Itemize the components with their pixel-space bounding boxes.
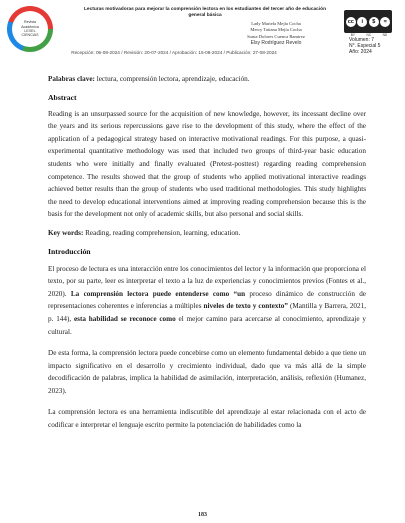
volume: Volumen: 7	[349, 37, 375, 43]
year: Año: 2024	[349, 48, 372, 55]
page-number: 183	[198, 512, 207, 518]
logo-word-3: LEXEL	[24, 29, 36, 33]
p1-part-d: niveles de texto y contexto”	[203, 302, 288, 311]
p1-part-f: esta habilidad se reconoce como	[73, 314, 176, 323]
journal-logo	[7, 6, 53, 52]
keywords-es-label: Palabras clave:	[48, 75, 95, 83]
author-list	[226, 21, 326, 47]
cc-by-label: BY	[350, 33, 356, 37]
abstract-text: Reading is an unsurpassed source for the acquisition of new knowledge, however, its incessant decline over the years and its serious repercussions gave rise to the development of this study, where the effect of the application of a pedagogical strategy based on interactive motivational readings. For this purpose, a quasi-experimental quantitative methodology was used that included two groups of third-year basic education students who were initially and finally evaluated (Pretest-posttest) regarding reading comprehension competence. The results showed that the group of students who applied motivational interactive readings achieved better results than the group of students who used traditional methodologies. This study highlights the need to develop educational interventions aimed at improving reading comprehension because this is the basis for the development not only of academic skills, but also personal and social skills.	[48, 109, 366, 219]
noncommercial-icon: $	[369, 17, 379, 27]
publication-dates: Recepción: 06-08-2024 / Revisión: 20-07-2024 / Aprobación: 15-08-2024 / Publicación: 27-08-2024	[71, 50, 277, 55]
abstract-heading: Abstract	[48, 92, 77, 102]
keywords-en-label: Key words:	[48, 228, 84, 237]
journal-logo-inner	[12, 11, 48, 47]
cc-icon: cc	[347, 18, 354, 25]
noderivatives-icon: =	[380, 17, 390, 27]
p1-part-b: La comprensión lectora puede entenderse como “un	[70, 289, 246, 298]
logo-word-1: Revista	[24, 20, 36, 25]
cc-license-badge[interactable]	[344, 10, 392, 33]
logo-word-4: CIENCIAS	[21, 33, 39, 38]
logo-word-2: Académica	[21, 24, 39, 29]
intro-paragraph-1	[48, 263, 366, 339]
intro-paragraph-3: La comprensión lectora es una herramienta indiscutible del aprendizaje al estar relacionada con el acto de codificar e interpretar el lenguaje escrito permite la potenciación de habilidades como la	[48, 408, 366, 430]
keywords-es	[48, 73, 366, 86]
issue-number: N°. Especial 5	[349, 42, 381, 49]
running-title: Lecturas motivadoras para mejorar la comprensión lectora en los estudiantes del tercer año de educación general básica	[83, 7, 327, 18]
cc-nd-label: ND	[382, 33, 388, 37]
volume-info	[349, 38, 380, 55]
author-2: Mercy Tatiana Mejía Cocha	[250, 27, 302, 33]
keywords-en-text: Reading, reading comprehension, learning, education.	[83, 228, 241, 237]
p1-part-e: (Mantilla y Barrera, 2021, p. 144),	[48, 302, 367, 323]
introduction-heading: Introducción	[48, 246, 91, 256]
author-1: Lady Mariela Mejía Cocha	[251, 21, 301, 26]
cc-nc-label: NC	[366, 33, 372, 37]
p1-part-g: el mejor camino para acercarse al conocimiento, aprendizaje y cultural.	[48, 314, 366, 336]
p1-part-a: El proceso de lectura es una interacción entre los conocimientos del lector y la información que proporciona el texto, por su parte, leer es interpretar el texto a la luz de experiencias y conocimientos previos (Fontes et al., 2020).	[48, 264, 366, 298]
author-3: Sonia Dolores Cuenca Ramirez	[247, 33, 305, 39]
keywords-en	[48, 227, 366, 240]
intro-paragraph-2: De esta forma, la comprensión lectora puede concebirse como un elemento fundamental debido a que tiene un impacto significativo en el desarrollo y crecimiento individual, dado que va más allá de la simple decodificación de palabras, implica la habilidad de asimilación, interpretación, análisis, reflexión (Humanez, 2023).	[48, 349, 366, 395]
article-body	[48, 73, 366, 432]
keywords-es-text: lectura, comprensión lectora, aprendizaje, educación.	[94, 75, 250, 83]
p1-part-c: proceso dinámico de construcción de representaciones coherentes e inferencias a múltiples	[48, 289, 366, 311]
author-4: Elsy Rodríguez Revelo	[250, 40, 302, 47]
attribution-icon: i	[357, 17, 367, 27]
